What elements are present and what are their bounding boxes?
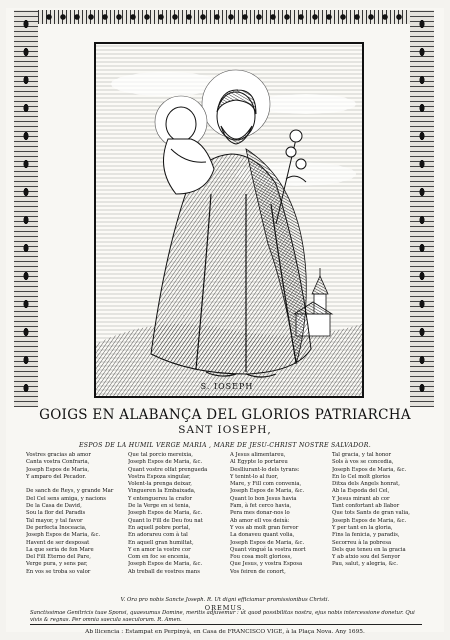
- verse-line: Joseph Espos de Maria, &c.: [230, 539, 305, 546]
- verse-line: Joseph Espos de Maria, &c.: [128, 510, 203, 517]
- verse-line: Y amparo del Pecador.: [26, 473, 87, 480]
- verse-line: Ab la Espoda del Cel,: [332, 488, 390, 495]
- oremus-heading: OREMUS.: [204, 604, 246, 612]
- verse-line: Tal gracia, y tal honor: [332, 452, 391, 458]
- verse-line: Quant vostre olfat prengueda: [128, 466, 208, 473]
- divider: [30, 624, 422, 625]
- verse-line: Deslliurant-lo dels tyrans:: [230, 466, 300, 473]
- verse-line: En vos se troba so valor: [26, 568, 91, 575]
- verse-columns: [26, 452, 426, 604]
- top-border-band: [14, 10, 434, 24]
- verse-line: Havent de ser desposat: [26, 539, 90, 546]
- verse-line: Quant lo Fill de Deu fou nat: [128, 517, 203, 524]
- verse-line: Vostres gracias ab amor: [26, 452, 91, 458]
- verse-line: Y en amor la vostre cor: [128, 546, 191, 553]
- verse-line: De la Casa de David,: [26, 503, 82, 510]
- verse-line: Joseph Espos de Maria,: [26, 466, 90, 473]
- verse-line: [26, 481, 120, 488]
- verse-line: Joseph Espos de Maria, &c.: [26, 532, 101, 539]
- verse-line: Joseph Espos de Maria, &c.: [332, 517, 407, 524]
- engraving-caption: S. IOSEPH: [200, 382, 254, 391]
- verse-line: De perfecta Inoceacia,: [26, 524, 87, 531]
- verse-line: Del Cel sens amiga, y nacions: [26, 495, 107, 502]
- verse-line: Tal mayor, y tal favor: [26, 517, 83, 524]
- printer-imprint: Ab llicencia : Estampat en Perpinyà, en Casa de FRANCISCO VIGE, à la Plaça Nova. Any 1695.: [85, 629, 365, 635]
- verse-line: Canta vostra Confraria,: [26, 459, 90, 466]
- verse-line: Y Jesus mirant ab cor: [332, 495, 390, 502]
- verse-line: Pera mes donar-nos lo: [230, 510, 290, 517]
- verse-line: Tant confortant ab llabor: [332, 503, 400, 510]
- verse-line: Quant vingué la vostra mort: [230, 546, 306, 553]
- verse-line: Vos feiren de conort,: [230, 568, 286, 575]
- verse-line: En adorareu com à tal: [128, 532, 188, 539]
- verse-line: Del Fill Eterno del Pare,: [26, 554, 91, 561]
- verse-line: Pau, salut, y alegria, &c.: [332, 561, 398, 568]
- verse-line: Mare, y Fill com convenia,: [230, 481, 302, 488]
- right-border-band: [410, 10, 434, 407]
- verse-line: Volent-la prenga deixar,: [128, 481, 192, 488]
- verse-line: Com en foc se encenia,: [128, 554, 191, 561]
- verse-line: Que tots Sants de gran valia,: [332, 510, 410, 517]
- verse-line: Y per tant en la gloria,: [332, 524, 393, 531]
- verse-line: Verge pura, y sens par,: [26, 561, 88, 568]
- verse-line: En aquell gran humiltat,: [128, 539, 194, 546]
- dedication-line: ESPOS DE LA HUMIL VERGE MARIA , MARE DE JESU-CHRIST NOSTRE SALVADOR.: [78, 442, 372, 449]
- verse-line: Joseph Espos de Maria, &c.: [128, 561, 203, 568]
- verse-line: Joseph Espos de Maria, &c.: [128, 459, 203, 466]
- verse-line: Fam, à fet cerco havia,: [230, 503, 292, 510]
- verse-line: En lo Cel molt glorios: [332, 473, 391, 480]
- verse-line: Dels que teneu en la gracia: [332, 546, 406, 553]
- saint-joseph-engraving: [94, 42, 364, 398]
- verse-line: Que Jesus, y vostra Esposa: [230, 561, 303, 568]
- verse-line: Ditxa dels Angels honrat,: [332, 481, 400, 488]
- document-title: GOIGS EN ALABANÇA DEL GLORIOS PATRIARCHA: [39, 407, 411, 423]
- versicle: V. Ora pro nobis Sancte Joseph. R. Ut digni efficiamur promissionibus Christi.: [120, 597, 330, 603]
- verse-line: A Jesus alimentareu,: [230, 452, 286, 458]
- verse-line: Ab treball de vostres mans: [128, 568, 200, 575]
- verse-line: Sou la flor del Paradis: [26, 510, 86, 517]
- verse-line: De la Verge en si tenia,: [128, 503, 191, 510]
- verse-line: Vostra Espoza singular,: [128, 473, 191, 480]
- verse-line: Que tal porcio mereixia,: [128, 452, 193, 458]
- verse-line: Sols à vos se concedia,: [332, 459, 394, 466]
- verse-column-4: [332, 452, 426, 604]
- verse-line: Fins la fenicia, y paradis,: [332, 532, 400, 539]
- verse-line: Ab amor ell vos deixà:: [230, 517, 290, 524]
- verse-line: Y entenguereu la crafor: [128, 495, 192, 502]
- engraving-illustration: [96, 44, 362, 396]
- verse-line: Al Egypte lo portareu: [230, 459, 288, 466]
- verse-line: En aquell pobre portal,: [128, 524, 191, 531]
- verse-column-3: [230, 452, 324, 604]
- left-border-band: [14, 10, 38, 407]
- closing-prayer: Sanctissimae Genitricis tuae Sponsi, quaesumus Domine, meritis adjuvemur : ut quod possibilitas nostra, ejus nobis intercessione donetur. Qui vivis & regnas. Per omnia saecula saeculorum. R. Amen.: [30, 610, 415, 623]
- verse-line: Secorreu à la pobresa: [332, 539, 392, 546]
- verse-line: Y ab atxio sou del Senyor: [332, 554, 401, 561]
- document-subtitle: SANT IOSEPH,: [178, 424, 272, 436]
- verse-column-2: [128, 452, 222, 604]
- verse-line: Y tenint-lo al fuor,: [230, 473, 279, 480]
- verse-line: Fou cosa molt glorioss,: [230, 554, 292, 561]
- verse-line: Vingueren la Embaixada,: [128, 488, 196, 495]
- verse-line: Y vos ab molt gran fervor: [230, 524, 299, 531]
- verse-line: Joseph Espos de Maria, &c.: [332, 466, 407, 473]
- verse-line: Quant lo bon Jesus havia: [230, 495, 297, 502]
- verse-column-1: [26, 452, 120, 604]
- verse-line: Joseph Espos de Maria, &c.: [230, 488, 305, 495]
- verse-line: De sanch de Reys, y grande Mar: [26, 488, 114, 495]
- verse-line: La que seria de fon Mare: [26, 546, 94, 553]
- verse-line: La donaveu quant volia,: [230, 532, 295, 539]
